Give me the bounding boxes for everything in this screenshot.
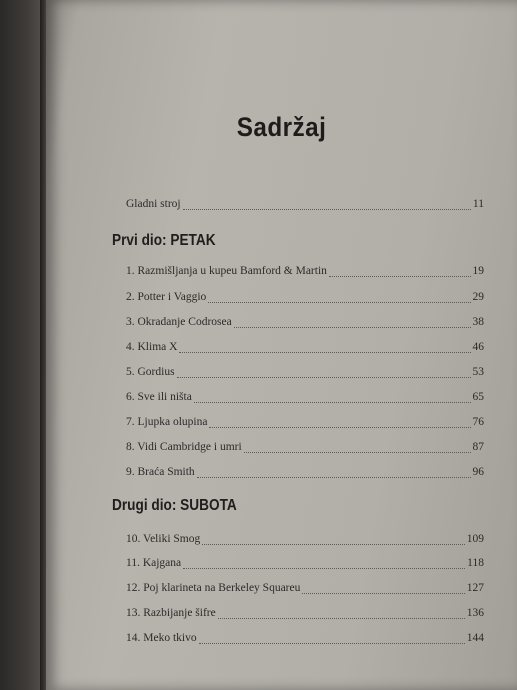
toc-entry-page: 38 — [472, 316, 484, 328]
toc-entry-label: 9. Braća Smith — [126, 466, 195, 478]
toc-entry-page: 11 — [472, 198, 484, 210]
toc-entry — [126, 466, 484, 482]
toc-entry-label: 5. Gordius — [126, 366, 175, 378]
dot-leader — [208, 301, 470, 303]
page-title: Sadržaj — [236, 112, 327, 142]
toc-entry-label: 11. Kajgana — [126, 557, 182, 569]
toc-entry-page: 118 — [467, 557, 484, 569]
toc-entry-label: 4. Klima X — [126, 341, 178, 353]
toc-entry — [126, 366, 484, 382]
toc-entry — [126, 265, 484, 281]
toc-entry-page: 144 — [466, 632, 484, 644]
part-heading-1: Prvi dio: PETAK — [112, 232, 216, 249]
dot-leader — [194, 401, 471, 403]
dot-leader — [302, 592, 464, 594]
toc-entry — [126, 416, 484, 432]
toc-entry-page: 136 — [466, 607, 484, 619]
dot-leader — [234, 326, 471, 328]
toc-entry-label: 14. Meko tkivo — [126, 632, 197, 644]
dot-leader — [183, 208, 471, 210]
book-page — [46, 0, 517, 690]
dot-leader — [183, 567, 465, 569]
toc-entry-label: 3. Okradanje Codrosea — [126, 316, 232, 328]
dot-leader — [209, 426, 470, 428]
toc-entry — [126, 441, 484, 457]
toc-entry-page: 87 — [472, 441, 484, 453]
toc-entry-label: Gladni stroj — [126, 198, 181, 210]
toc-entry-label: 6. Sve ili ništa — [126, 391, 192, 403]
toc-entry-page: 46 — [472, 341, 484, 353]
dot-leader — [199, 642, 465, 644]
toc-entry-intro — [126, 198, 484, 214]
dot-leader — [177, 376, 471, 378]
toc-entry-label: 12. Poj klarineta na Berkeley Squareu — [126, 582, 301, 594]
toc-entry-label: 10. Veliki Smog — [126, 533, 201, 545]
toc-entry-label: 1. Razmišljanja u kupeu Bamford & Martin — [126, 265, 327, 277]
toc-entry-page: 76 — [472, 416, 484, 428]
toc-entry-label: 2. Potter i Vaggio — [126, 291, 207, 303]
toc-entry — [126, 533, 484, 549]
toc-entry-page: 127 — [466, 582, 484, 594]
dot-leader — [202, 543, 465, 545]
toc-entry-page: 96 — [472, 466, 484, 478]
toc-entry — [126, 341, 484, 357]
toc-entry — [126, 557, 484, 573]
toc-entry-label: 7. Ljupka olupina — [126, 416, 208, 428]
toc-entry — [126, 291, 484, 307]
toc-entry-label: 13. Razbijanje šifre — [126, 607, 216, 619]
dot-leader — [179, 351, 470, 353]
toc-entry-page: 19 — [472, 265, 484, 277]
toc-entry-page: 53 — [472, 366, 484, 378]
toc-entry — [126, 316, 484, 332]
toc-entry — [126, 632, 484, 648]
toc-entry-label: 8. Vidi Cambridge i umri — [126, 441, 242, 453]
part-heading-2: Drugi dio: SUBOTA — [112, 497, 237, 514]
dot-leader — [197, 476, 471, 478]
toc-entry — [126, 582, 484, 598]
toc-entry-page: 65 — [472, 391, 484, 403]
toc-entry-page: 109 — [466, 533, 484, 545]
toc-entry — [126, 607, 484, 623]
toc-entry — [126, 391, 484, 407]
dot-leader — [244, 451, 471, 453]
dot-leader — [218, 617, 465, 619]
toc-entry-page: 29 — [472, 291, 484, 303]
dot-leader — [329, 275, 471, 277]
